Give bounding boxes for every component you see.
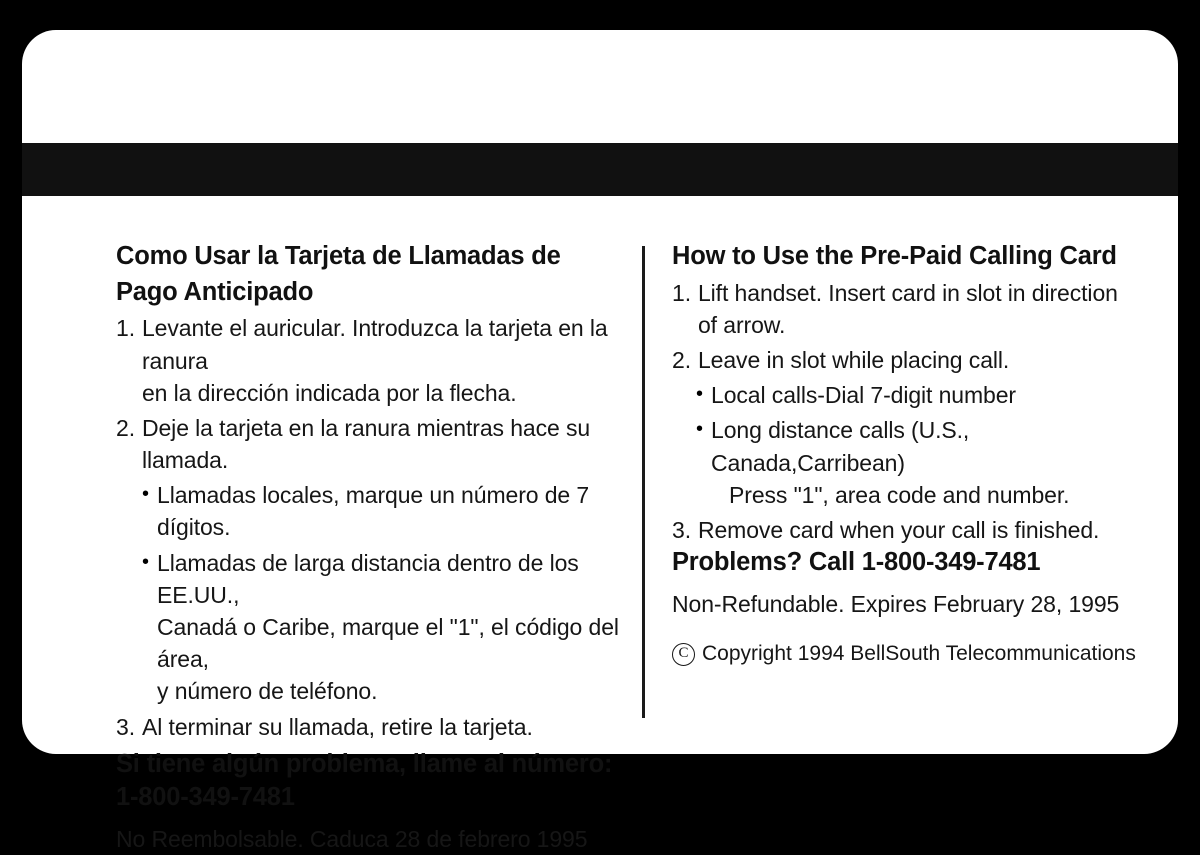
calling-card [22, 30, 1178, 853]
bullet-dot-icon: • [696, 383, 704, 406]
english-problem-heading: Problems? Call 1-800-349-7481 [672, 548, 1041, 577]
spanish-heading-line2: Pago Anticipado [116, 277, 314, 306]
english-step-2 [672, 344, 1158, 376]
spanish-step-1 [116, 312, 628, 409]
english-step-3-number: 3. [672, 516, 691, 543]
spanish-footer: No Reembolsable. Caduca 28 de febrero 1995 [116, 826, 588, 853]
spanish-problem-heading: Si tiene algún problema, llame al número: [116, 749, 613, 778]
english-step-1-line-1: Lift handset. Insert card in slot in direction [697, 279, 1118, 306]
spanish-step-2-number: 2. [116, 414, 135, 441]
english-bullet-2-line-2: Press "1", area code and number. [729, 481, 1070, 508]
spanish-bullet-2-line-2: Canadá o Caribe, marque el "1", el código del área, [157, 614, 619, 673]
english-footer: Non-Refundable. Expires February 28, 1995 [672, 591, 1120, 618]
copyright-text: Copyright 1994 BellSouth Telecommunications [702, 642, 1136, 666]
spanish-bullet-2-line-1: Llamadas de larga distancia dentro de los EE.UU., [157, 549, 579, 608]
copyright-icon: C [672, 643, 695, 666]
english-step-3 [672, 514, 1158, 546]
bullet-dot-icon: • [696, 418, 704, 441]
english-step-1-line-2: of arrow. [697, 311, 786, 338]
english-step-2-line-1: Leave in slot while placing call. [697, 347, 1010, 374]
spanish-heading-line1: Como Usar la Tarjeta de Llamadas de [116, 242, 561, 270]
bullet-dot-icon: • [142, 550, 150, 573]
copyright-row [672, 640, 1158, 668]
english-step-3-line-1: Remove card when your call is finished. [697, 516, 1100, 543]
spanish-problem-phone: 1-800-349-7481 [116, 782, 295, 811]
english-bullet-2-line-1: Long distance calls (U.S., Canada,Carribean) [711, 417, 970, 476]
spanish-step-1-line-1: Levante el auricular. Introduzca la tarjeta en la ranura [141, 315, 608, 374]
magnetic-stripe [22, 143, 1178, 196]
english-step-1-number: 1. [672, 279, 691, 306]
spanish-bullet-1 [116, 479, 628, 543]
english-heading: How to Use the Pre-Paid Calling Card [672, 242, 1117, 270]
spanish-step-3 [116, 711, 628, 743]
bullet-dot-icon: • [142, 483, 150, 506]
english-bullet-1-line-1: Local calls-Dial 7-digit number [711, 382, 1016, 409]
english-instructions-column [645, 210, 1178, 754]
spanish-step-2-line-1: Deje la tarjeta en la ranura mientras hace su llamada. [141, 414, 591, 474]
spanish-bullet-1-line-1: Llamadas locales, marque un número de 7 dígitos. [157, 482, 590, 541]
spanish-instructions-column [22, 210, 642, 853]
english-step-1 [672, 277, 1158, 341]
spanish-bullet-2 [116, 547, 628, 708]
spanish-step-2 [116, 412, 628, 476]
spanish-step-3-number: 3. [116, 713, 135, 740]
english-step-2-number: 2. [672, 347, 691, 374]
spanish-bullet-2-line-3: y número de teléfono. [157, 678, 378, 705]
english-bullet-1 [672, 379, 1158, 411]
spanish-step-1-line-2: en la dirección indicada por la flecha. [141, 379, 517, 406]
spanish-step-1-number: 1. [116, 315, 135, 342]
english-bullet-2 [672, 414, 1158, 511]
card-instructions [22, 210, 1178, 853]
spanish-step-3-line-1: Al terminar su llamada, retire la tarjeta. [141, 713, 533, 740]
